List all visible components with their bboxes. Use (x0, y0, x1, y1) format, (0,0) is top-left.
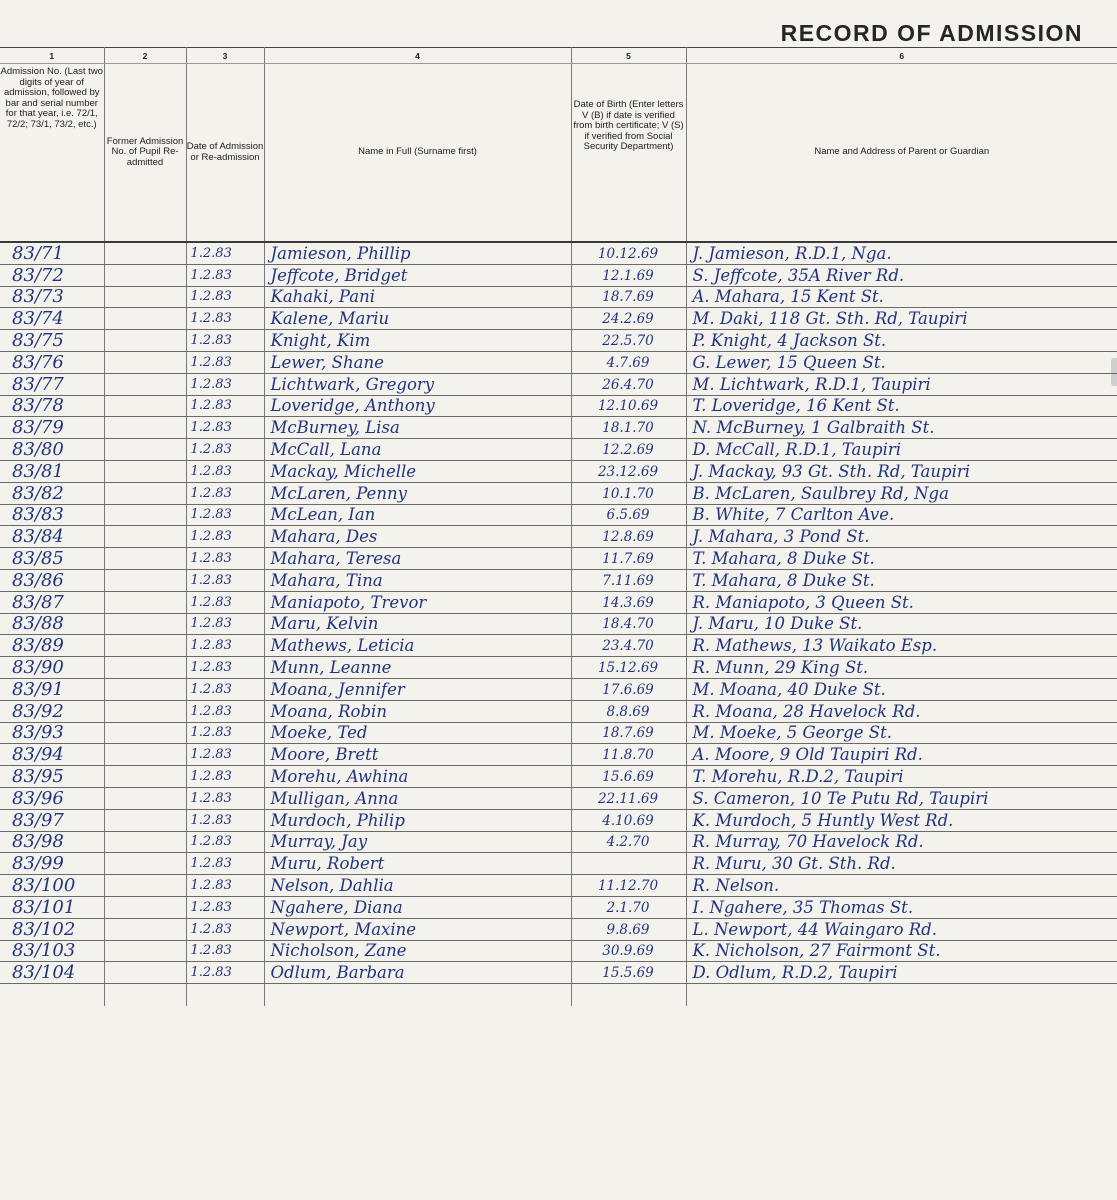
column-number: 1 (0, 48, 104, 64)
admission-date-cell: 1.2.83 (186, 831, 264, 853)
admission-no-cell: 83/87 (0, 591, 104, 613)
admission-date-cell: 1.2.83 (186, 744, 264, 766)
parent-guardian-cell: T. Morehu, R.D.2, Taupiri (686, 766, 1117, 788)
date-of-birth-cell: 30.9.69 (571, 940, 686, 962)
date-of-birth-cell: 26.4.70 (571, 373, 686, 395)
parent-guardian-cell: J. Mackay, 93 Gt. Sth. Rd, Taupiri (686, 460, 1117, 482)
header-former-admission-no: Former Admission No. of Pupil Re-admitted (104, 64, 186, 243)
former-admission-cell (104, 875, 186, 897)
admission-no-cell: 83/82 (0, 482, 104, 504)
date-of-birth-cell: 15.6.69 (571, 766, 686, 788)
table-row (0, 286, 1117, 308)
pupil-name-cell: Nelson, Dahlia (264, 875, 571, 897)
parent-guardian-cell: M. Moana, 40 Duke St. (686, 678, 1117, 700)
admission-date-cell: 1.2.83 (186, 264, 264, 286)
admission-date-cell: 1.2.83 (186, 613, 264, 635)
admission-no-cell: 83/81 (0, 460, 104, 482)
admission-date-cell: 1.2.83 (186, 242, 264, 264)
admission-date-cell: 1.2.83 (186, 439, 264, 461)
admission-no-cell: 83/91 (0, 678, 104, 700)
former-admission-cell (104, 809, 186, 831)
table-row (0, 896, 1117, 918)
former-admission-cell (104, 831, 186, 853)
empty-cell (571, 984, 686, 1007)
register-body (0, 242, 1117, 1006)
admission-date-cell: 1.2.83 (186, 286, 264, 308)
parent-guardian-cell: P. Knight, 4 Jackson St. (686, 330, 1117, 352)
parent-guardian-cell: L. Newport, 44 Waingaro Rd. (686, 918, 1117, 940)
admission-no-cell: 83/100 (0, 875, 104, 897)
admission-register-table (0, 47, 1117, 1006)
former-admission-cell (104, 787, 186, 809)
column-number: 6 (686, 48, 1117, 64)
admission-date-cell: 1.2.83 (186, 417, 264, 439)
admission-date-cell: 1.2.83 (186, 330, 264, 352)
table-row (0, 417, 1117, 439)
header-date-of-admission: Date of Admission or Re-admission (186, 64, 264, 243)
parent-guardian-cell: D. McCall, R.D.1, Taupiri (686, 439, 1117, 461)
empty-cell (264, 984, 571, 1007)
table-row (0, 395, 1117, 417)
date-of-birth-cell: 11.12.70 (571, 875, 686, 897)
table-row (0, 330, 1117, 352)
admission-date-cell: 1.2.83 (186, 940, 264, 962)
pupil-name-cell: Mackay, Michelle (264, 460, 571, 482)
header-name-in-full: Name in Full (Surname first) (264, 64, 571, 243)
date-of-birth-cell: 18.7.69 (571, 722, 686, 744)
parent-guardian-cell: R. Moana, 28 Havelock Rd. (686, 700, 1117, 722)
date-of-birth-cell: 11.7.69 (571, 548, 686, 570)
date-of-birth-cell: 23.12.69 (571, 460, 686, 482)
table-row (0, 548, 1117, 570)
column-number-row (0, 48, 1117, 64)
former-admission-cell (104, 700, 186, 722)
pupil-name-cell: Jeffcote, Bridget (264, 264, 571, 286)
parent-guardian-cell: J. Mahara, 3 Pond St. (686, 526, 1117, 548)
table-row (0, 460, 1117, 482)
admission-date-cell: 1.2.83 (186, 918, 264, 940)
parent-guardian-cell: G. Lewer, 15 Queen St. (686, 351, 1117, 373)
table-row (0, 918, 1117, 940)
table-row (0, 744, 1117, 766)
table-row (0, 504, 1117, 526)
admission-no-cell: 83/85 (0, 548, 104, 570)
parent-guardian-cell: R. Mathews, 13 Waikato Esp. (686, 635, 1117, 657)
parent-guardian-cell: R. Nelson. (686, 875, 1117, 897)
date-of-birth-cell: 14.3.69 (571, 591, 686, 613)
parent-guardian-cell: I. Ngahere, 35 Thomas St. (686, 896, 1117, 918)
table-row (0, 242, 1117, 264)
parent-guardian-cell: M. Lichtwark, R.D.1, Taupiri (686, 373, 1117, 395)
parent-guardian-cell: D. Odlum, R.D.2, Taupiri (686, 962, 1117, 984)
table-row (0, 722, 1117, 744)
date-of-birth-cell: 12.10.69 (571, 395, 686, 417)
former-admission-cell (104, 460, 186, 482)
date-of-birth-cell: 10.12.69 (571, 242, 686, 264)
table-row (0, 962, 1117, 984)
date-of-birth-cell: 12.8.69 (571, 526, 686, 548)
pupil-name-cell: Maniapoto, Trevor (264, 591, 571, 613)
date-of-birth-cell: 17.6.69 (571, 678, 686, 700)
former-admission-cell (104, 417, 186, 439)
table-row (0, 264, 1117, 286)
pupil-name-cell: Moeke, Ted (264, 722, 571, 744)
table-row (0, 766, 1117, 788)
former-admission-cell (104, 853, 186, 875)
date-of-birth-cell: 22.11.69 (571, 787, 686, 809)
admission-date-cell: 1.2.83 (186, 482, 264, 504)
date-of-birth-cell: 12.1.69 (571, 264, 686, 286)
header-parent-guardian: Name and Address of Parent or Guardian (686, 64, 1117, 243)
pupil-name-cell: Murray, Jay (264, 831, 571, 853)
date-of-birth-cell: 6.5.69 (571, 504, 686, 526)
admission-date-cell: 1.2.83 (186, 766, 264, 788)
admission-date-cell: 1.2.83 (186, 635, 264, 657)
parent-guardian-cell: J. Jamieson, R.D.1, Nga. (686, 242, 1117, 264)
page-title: RECORD OF ADMISSION (780, 20, 1083, 46)
parent-guardian-cell: R. Murray, 70 Havelock Rd. (686, 831, 1117, 853)
admission-date-cell: 1.2.83 (186, 351, 264, 373)
former-admission-cell (104, 678, 186, 700)
date-of-birth-cell: 18.1.70 (571, 417, 686, 439)
column-header-row (0, 64, 1117, 243)
pupil-name-cell: Loveridge, Anthony (264, 395, 571, 417)
pupil-name-cell: Maru, Kelvin (264, 613, 571, 635)
admission-no-cell: 83/71 (0, 242, 104, 264)
pupil-name-cell: Muru, Robert (264, 853, 571, 875)
date-of-birth-cell: 4.2.70 (571, 831, 686, 853)
pupil-name-cell: Jamieson, Phillip (264, 242, 571, 264)
date-of-birth-cell (571, 853, 686, 875)
pupil-name-cell: Kalene, Mariu (264, 308, 571, 330)
admission-date-cell: 1.2.83 (186, 700, 264, 722)
pupil-name-cell: Mahara, Des (264, 526, 571, 548)
parent-guardian-cell: N. McBurney, 1 Galbraith St. (686, 417, 1117, 439)
header-admission-no: Admission No. (Last two digits of year of admission, followed by bar and serial number for that year, i.e. 72/1, 72/2; 73/1, 73/2, etc.) (0, 64, 104, 243)
pupil-name-cell: Moana, Jennifer (264, 678, 571, 700)
column-number: 5 (571, 48, 686, 64)
pupil-name-cell: McCall, Lana (264, 439, 571, 461)
admission-date-cell: 1.2.83 (186, 787, 264, 809)
parent-guardian-cell: M. Moeke, 5 George St. (686, 722, 1117, 744)
empty-cell (0, 984, 104, 1007)
admission-no-cell: 83/74 (0, 308, 104, 330)
date-of-birth-cell: 15.5.69 (571, 962, 686, 984)
pupil-name-cell: Murdoch, Philip (264, 809, 571, 831)
pupil-name-cell: Kahaki, Pani (264, 286, 571, 308)
table-row (0, 831, 1117, 853)
admission-no-cell: 83/78 (0, 395, 104, 417)
admission-no-cell: 83/97 (0, 809, 104, 831)
parent-guardian-cell: K. Murdoch, 5 Huntly West Rd. (686, 809, 1117, 831)
former-admission-cell (104, 766, 186, 788)
admission-date-cell: 1.2.83 (186, 896, 264, 918)
table-row (0, 308, 1117, 330)
parent-guardian-cell: T. Loveridge, 16 Kent St. (686, 395, 1117, 417)
table-row (0, 787, 1117, 809)
parent-guardian-cell: T. Mahara, 8 Duke St. (686, 569, 1117, 591)
admission-no-cell: 83/73 (0, 286, 104, 308)
former-admission-cell (104, 439, 186, 461)
former-admission-cell (104, 722, 186, 744)
admission-date-cell: 1.2.83 (186, 308, 264, 330)
admission-no-cell: 83/98 (0, 831, 104, 853)
former-admission-cell (104, 351, 186, 373)
admission-date-cell: 1.2.83 (186, 678, 264, 700)
admission-no-cell: 83/83 (0, 504, 104, 526)
former-admission-cell (104, 264, 186, 286)
parent-guardian-cell: R. Muru, 30 Gt. Sth. Rd. (686, 853, 1117, 875)
admission-date-cell: 1.2.83 (186, 526, 264, 548)
pupil-name-cell: Mathews, Leticia (264, 635, 571, 657)
date-of-birth-cell: 11.8.70 (571, 744, 686, 766)
parent-guardian-cell: B. White, 7 Carlton Ave. (686, 504, 1117, 526)
pupil-name-cell: Ngahere, Diana (264, 896, 571, 918)
pupil-name-cell: Moana, Robin (264, 700, 571, 722)
header-date-of-birth: Date of Birth (Enter letters V (B) if date is verified from birth certificate; V (S) if verified from Social Security Department) (571, 64, 686, 243)
table-row (0, 351, 1117, 373)
admission-no-cell: 83/88 (0, 613, 104, 635)
parent-guardian-cell: S. Jeffcote, 35A River Rd. (686, 264, 1117, 286)
parent-guardian-cell: J. Maru, 10 Duke St. (686, 613, 1117, 635)
table-row (0, 678, 1117, 700)
admission-no-cell: 83/93 (0, 722, 104, 744)
former-admission-cell (104, 613, 186, 635)
date-of-birth-cell: 18.4.70 (571, 613, 686, 635)
admission-no-cell: 83/94 (0, 744, 104, 766)
column-number: 4 (264, 48, 571, 64)
date-of-birth-cell: 4.7.69 (571, 351, 686, 373)
parent-guardian-cell: K. Nicholson, 27 Fairmont St. (686, 940, 1117, 962)
pupil-name-cell: Munn, Leanne (264, 657, 571, 679)
former-admission-cell (104, 395, 186, 417)
table-row (0, 700, 1117, 722)
pupil-name-cell: Mahara, Tina (264, 569, 571, 591)
former-admission-cell (104, 918, 186, 940)
date-of-birth-cell: 22.5.70 (571, 330, 686, 352)
parent-guardian-cell: R. Munn, 29 King St. (686, 657, 1117, 679)
empty-row (0, 984, 1117, 1007)
admission-no-cell: 83/96 (0, 787, 104, 809)
former-admission-cell (104, 308, 186, 330)
admission-no-cell: 83/89 (0, 635, 104, 657)
table-row (0, 526, 1117, 548)
date-of-birth-cell: 24.2.69 (571, 308, 686, 330)
table-row (0, 853, 1117, 875)
admission-no-cell: 83/104 (0, 962, 104, 984)
former-admission-cell (104, 482, 186, 504)
table-row (0, 439, 1117, 461)
date-of-birth-cell: 8.8.69 (571, 700, 686, 722)
admission-date-cell: 1.2.83 (186, 962, 264, 984)
date-of-birth-cell: 7.11.69 (571, 569, 686, 591)
empty-cell (186, 984, 264, 1007)
admission-no-cell: 83/75 (0, 330, 104, 352)
pupil-name-cell: Morehu, Awhina (264, 766, 571, 788)
pupil-name-cell: Newport, Maxine (264, 918, 571, 940)
table-row (0, 635, 1117, 657)
pupil-name-cell: Moore, Brett (264, 744, 571, 766)
admission-no-cell: 83/92 (0, 700, 104, 722)
admission-date-cell: 1.2.83 (186, 591, 264, 613)
admission-no-cell: 83/99 (0, 853, 104, 875)
empty-cell (686, 984, 1117, 1007)
admission-date-cell: 1.2.83 (186, 460, 264, 482)
table-row (0, 940, 1117, 962)
table-row (0, 482, 1117, 504)
admission-no-cell: 83/90 (0, 657, 104, 679)
parent-guardian-cell: A. Mahara, 15 Kent St. (686, 286, 1117, 308)
admission-date-cell: 1.2.83 (186, 395, 264, 417)
date-of-birth-cell: 12.2.69 (571, 439, 686, 461)
empty-cell (104, 984, 186, 1007)
admission-no-cell: 83/72 (0, 264, 104, 286)
table-row (0, 591, 1117, 613)
pupil-name-cell: McLaren, Penny (264, 482, 571, 504)
former-admission-cell (104, 373, 186, 395)
admission-no-cell: 83/86 (0, 569, 104, 591)
former-admission-cell (104, 744, 186, 766)
date-of-birth-cell: 9.8.69 (571, 918, 686, 940)
former-admission-cell (104, 962, 186, 984)
admission-date-cell: 1.2.83 (186, 853, 264, 875)
table-row (0, 809, 1117, 831)
admission-no-cell: 83/79 (0, 417, 104, 439)
former-admission-cell (104, 591, 186, 613)
pupil-name-cell: McLean, Ian (264, 504, 571, 526)
parent-guardian-cell: A. Moore, 9 Old Taupiri Rd. (686, 744, 1117, 766)
parent-guardian-cell: S. Cameron, 10 Te Putu Rd, Taupiri (686, 787, 1117, 809)
former-admission-cell (104, 504, 186, 526)
admission-date-cell: 1.2.83 (186, 722, 264, 744)
former-admission-cell (104, 896, 186, 918)
parent-guardian-cell: R. Maniapoto, 3 Queen St. (686, 591, 1117, 613)
former-admission-cell (104, 330, 186, 352)
table-row (0, 613, 1117, 635)
former-admission-cell (104, 526, 186, 548)
date-of-birth-cell: 2.1.70 (571, 896, 686, 918)
admission-no-cell: 83/76 (0, 351, 104, 373)
admission-date-cell: 1.2.83 (186, 569, 264, 591)
pupil-name-cell: Knight, Kim (264, 330, 571, 352)
column-number: 2 (104, 48, 186, 64)
pupil-name-cell: Mulligan, Anna (264, 787, 571, 809)
pupil-name-cell: Nicholson, Zane (264, 940, 571, 962)
pupil-name-cell: Odlum, Barbara (264, 962, 571, 984)
admission-date-cell: 1.2.83 (186, 657, 264, 679)
date-of-birth-cell: 4.10.69 (571, 809, 686, 831)
admission-date-cell: 1.2.83 (186, 809, 264, 831)
date-of-birth-cell: 18.7.69 (571, 286, 686, 308)
admission-date-cell: 1.2.83 (186, 373, 264, 395)
admission-no-cell: 83/102 (0, 918, 104, 940)
table-row (0, 875, 1117, 897)
parent-guardian-cell: B. McLaren, Saulbrey Rd, Nga (686, 482, 1117, 504)
pupil-name-cell: Lewer, Shane (264, 351, 571, 373)
admission-no-cell: 83/101 (0, 896, 104, 918)
former-admission-cell (104, 635, 186, 657)
parent-guardian-cell: M. Daki, 118 Gt. Sth. Rd, Taupiri (686, 308, 1117, 330)
former-admission-cell (104, 657, 186, 679)
pupil-name-cell: McBurney, Lisa (264, 417, 571, 439)
admission-no-cell: 83/77 (0, 373, 104, 395)
date-of-birth-cell: 23.4.70 (571, 635, 686, 657)
table-row (0, 657, 1117, 679)
admission-date-cell: 1.2.83 (186, 875, 264, 897)
table-row (0, 373, 1117, 395)
pupil-name-cell: Lichtwark, Gregory (264, 373, 571, 395)
admission-no-cell: 83/80 (0, 439, 104, 461)
date-of-birth-cell: 10.1.70 (571, 482, 686, 504)
pupil-name-cell: Mahara, Teresa (264, 548, 571, 570)
admission-no-cell: 83/103 (0, 940, 104, 962)
admission-date-cell: 1.2.83 (186, 504, 264, 526)
former-admission-cell (104, 548, 186, 570)
admission-no-cell: 83/95 (0, 766, 104, 788)
former-admission-cell (104, 569, 186, 591)
former-admission-cell (104, 286, 186, 308)
column-number: 3 (186, 48, 264, 64)
former-admission-cell (104, 242, 186, 264)
former-admission-cell (104, 940, 186, 962)
admission-date-cell: 1.2.83 (186, 548, 264, 570)
table-row (0, 569, 1117, 591)
admission-no-cell: 83/84 (0, 526, 104, 548)
parent-guardian-cell: T. Mahara, 8 Duke St. (686, 548, 1117, 570)
date-of-birth-cell: 15.12.69 (571, 657, 686, 679)
